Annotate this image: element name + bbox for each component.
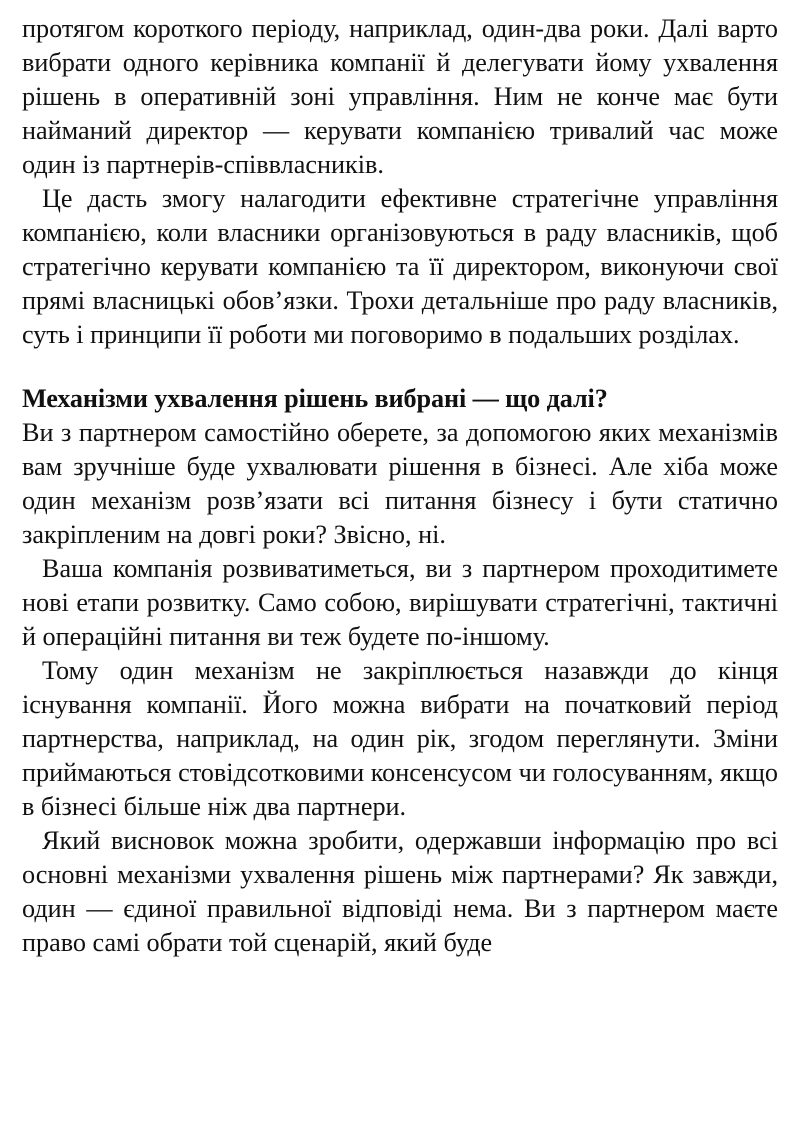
text-column bbox=[22, 12, 778, 960]
paragraph-3: Ви з партнером самостійно оберете, за допомогою яких механізмів вам зручніше буде ухвалювати рішення в бізнесі. Але хіба може один механізм розв’язати всі питання бізнесу і бути статично закріпленим на довгі роки? Звісно, ні. bbox=[22, 418, 778, 549]
paragraph-1: протягом короткого періоду, наприклад, один-два роки. Далі варто вибрати одного керівника компанії й делегувати йому ухвалення рішень в оперативній зоні управління. Ним не конче має бути найманий директор — керувати компанією тривалий час може один із партнерів-співвласників. bbox=[22, 14, 778, 179]
section-heading: Механізми ухвалення рішень вибрані — що далі? bbox=[22, 384, 608, 413]
paragraph-4: Ваша компанія розвиватиметься, ви з партнером проходитимете нові етапи розвитку. Само собою, вирішувати стратегічні, тактичні й операційні питання ви теж будете по-іншому. bbox=[22, 554, 778, 651]
paragraph-5: Тому один механізм не закріплюється назавжди до кінця існування компанії. Його можна вибрати на початковий період партнерства, наприклад, на один рік, згодом переглянути. Зміни приймаються стовідсотковими консенсусом чи голосуванням, якщо в бізнесі більше ніж два партнери. bbox=[22, 656, 778, 821]
paragraph-6: Який висновок можна зробити, одержавши інформацію про всі основні механізми ухвалення рішень між партнерами? Як завжди, один — єдиної правильної відповіді нема. Ви з партнером маєте право самі обрати той сценарій, який буде bbox=[22, 826, 778, 957]
paragraph-2: Це дасть змогу налагодити ефективне стратегічне управління компанією, коли власники організовуються в раду власників, щоб стратегічно керувати компанією та її директором, виконуючи свої прямі власницькі обов’язки. Трохи детальніше про раду власників, суть і принципи її роботи ми поговоримо в подальших розділах. bbox=[22, 184, 778, 349]
